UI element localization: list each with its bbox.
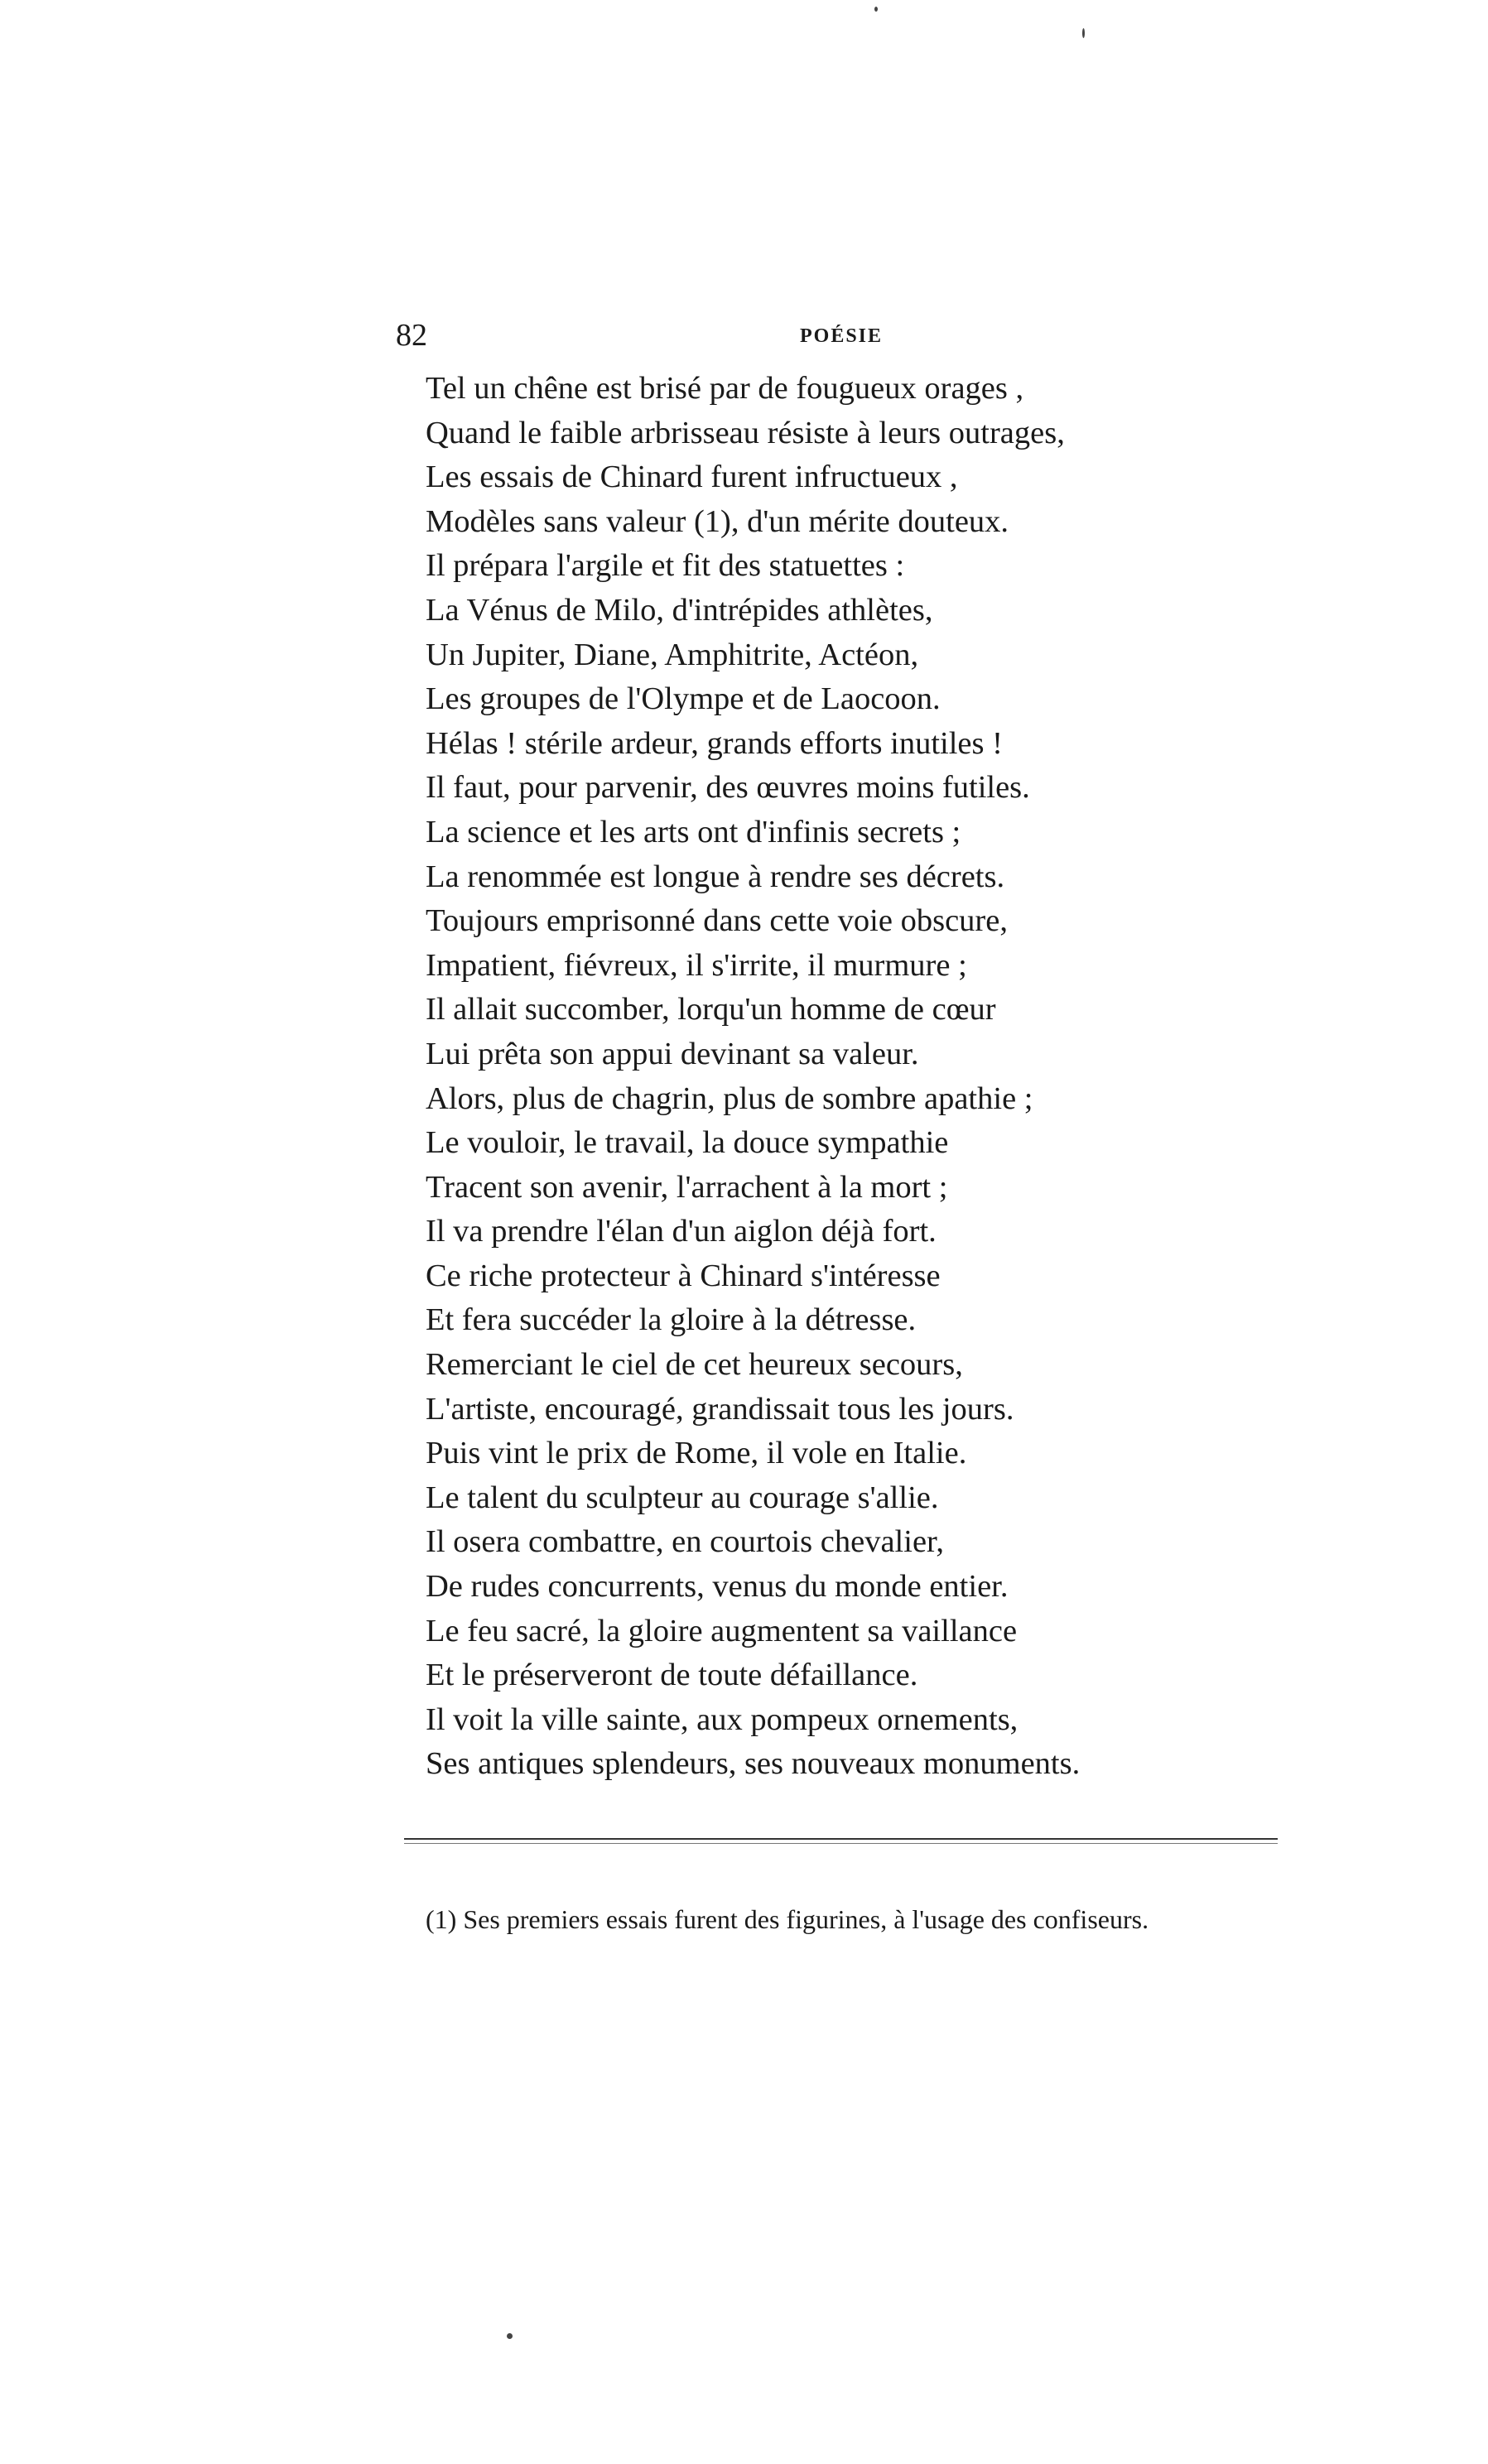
ink-speck: [874, 7, 878, 12]
verse-line: Quand le faible arbrisseau résiste à leurs outrages,: [426, 415, 1065, 450]
verse-line: Toujours emprisonné dans cette voie obscure,: [426, 903, 1008, 939]
verse-line: Hélas ! stérile ardeur, grands efforts inutiles !: [426, 725, 1003, 761]
verse-line: Les groupes de l'Olympe et de Laocoon.: [426, 681, 941, 717]
section-title: POÉSIE: [800, 325, 884, 347]
footnote-separator: [404, 1838, 1278, 1840]
verse-line: Ce riche protecteur à Chinard s'intéresse: [426, 1258, 941, 1293]
verse-line: La renommée est longue à rendre ses décrets.: [426, 859, 1005, 894]
ink-speck: [507, 2333, 513, 2339]
verse-line: Modèles sans valeur (1), d'un mérite douteux.: [426, 503, 1009, 539]
verse-line: Il osera combattre, en courtois chevalier,: [426, 1524, 944, 1560]
verse-line: Tracent son avenir, l'arrachent à la mort ;: [426, 1169, 948, 1205]
verse-line: De rudes concurrents, venus du monde entier.: [426, 1569, 1009, 1605]
page-number: 82: [396, 318, 427, 353]
verse-line: Le talent du sculpteur au courage s'allie.: [426, 1480, 939, 1515]
verse-line: La science et les arts ont d'infinis secrets ;: [426, 814, 961, 849]
verse-line: Il voit la ville sainte, aux pompeux ornements,: [426, 1701, 1018, 1737]
verse-line: Les essais de Chinard furent infructueux ,: [426, 460, 958, 495]
footnote: (1) Ses premiers essais furent des figurines, à l'usage des confiseurs.: [426, 1904, 1149, 1934]
verse-line: Le feu sacré, la gloire augmentent sa vaillance: [426, 1613, 1018, 1648]
verse-line: Lui prêta son appui devinant sa valeur.: [426, 1036, 919, 1071]
verse-line: Remerciant le ciel de cet heureux secours,: [426, 1347, 963, 1383]
verse-line: Il va prendre l'élan d'un aiglon déjà fort.: [426, 1214, 937, 1249]
verse-line: Un Jupiter, Diane, Amphitrite, Actéon,: [426, 637, 919, 672]
verse-line: Puis vint le prix de Rome, il vole en Italie.: [426, 1436, 967, 1471]
verse-line: Et fera succéder la gloire à la détresse.: [426, 1302, 917, 1338]
ink-speck: [1082, 28, 1085, 38]
verse-line: Il allait succomber, lorqu'un homme de cœur: [426, 992, 996, 1027]
verse-line: Ses antiques splendeurs, ses nouveaux monuments.: [426, 1746, 1081, 1782]
verse-line: Et le préserveront de toute défaillance.: [426, 1658, 918, 1693]
verse-line: Il prépara l'argile et fit des statuettes :: [426, 548, 905, 584]
verse-line: Il faut, pour parvenir, des œuvres moins futiles.: [426, 770, 1030, 806]
verse-line: L'artiste, encouragé, grandissait tous les jours.: [426, 1391, 1014, 1427]
verse-line: La Vénus de Milo, d'intrépides athlètes,: [426, 592, 933, 628]
verse-line: Impatient, fiévreux, il s'irrite, il murmure ;: [426, 947, 967, 983]
poem: [426, 367, 1287, 1787]
footnote-separator-thin: [404, 1843, 1278, 1844]
running-head: [396, 315, 1286, 364]
verse-line: Tel un chêne est brisé par de fougueux orages ,: [426, 371, 1024, 406]
verse-line: Le vouloir, le travail, la douce sympathie: [426, 1125, 949, 1161]
verse-line: Alors, plus de chagrin, plus de sombre apathie ;: [426, 1080, 1033, 1116]
